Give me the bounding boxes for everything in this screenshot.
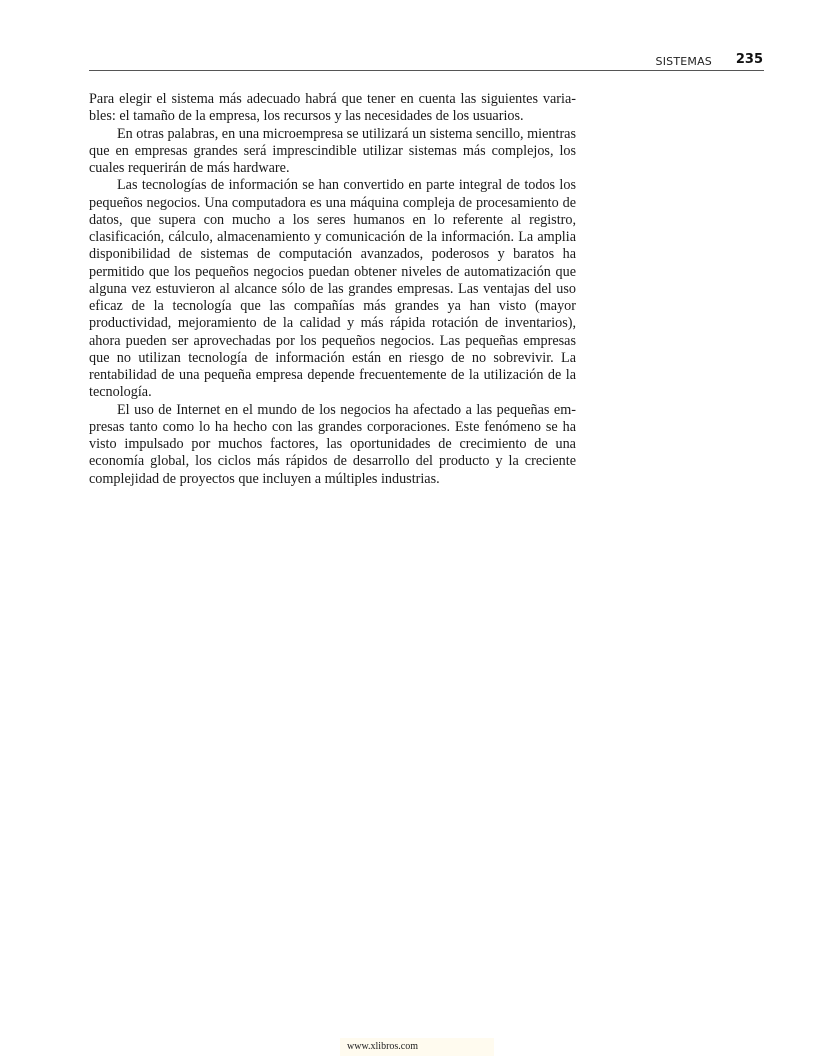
watermark-text: www.xlibros.com <box>347 1041 419 1052</box>
paragraph-1: Para elegir el sistema más adecuado habrá que tener en cuenta las siguientes variables: el tamaño de la empresa, los recursos y las necesidades de los usuarios. <box>89 91 576 125</box>
running-header <box>89 52 764 71</box>
paragraph-3: Las tecnologías de información se han convertido en parte integral de todos los pequeños negocios. Una computadora es una máquina compleja de procesamiento de datos, que supera con mucho a los seres humanos en lo referente al registro, clasificación, cálculo, almacenamiento y comunicación de la información. La amplia disponibilidad de sistemas de computación avanzados, poderosos y baratos ha permitido que los pequeños negocios puedan obtener niveles de automatización que alguna vez estuvieron al alcance sólo de las grandes empresas. Las ventajas del uso eficaz de la tecnología que las compañías más grandes ya han visto (mayor productividad, mejoramiento de la calidad y más rápida rotación de inventarios), ahora pueden ser aprovechadas por los pequeños negocios. Las pequeñas empresas que no utilizan tecnología de información están en riesgo de no sobrevivir. La rentabilidad de una pequeña empresa depende frecuentemente de la utilización de la tecnología. <box>89 177 576 401</box>
footer-watermark <box>340 1038 494 1056</box>
page-number: 235 <box>735 52 763 67</box>
section-title: SISTEMAS <box>655 55 712 68</box>
paragraph-2: En otras palabras, en una microempresa se utilizará un sistema sencillo, mientras que en empresas grandes será imprescindible utilizar sistemas más complejos, los cuales requerirán de más hardware. <box>89 125 576 176</box>
paragraph-4: El uso de Internet en el mundo de los negocios ha afectado a las pequeñas empresas tanto como lo ha hecho con las grandes corporaciones. Este fenómeno se ha visto impulsado por muchos factores, las oportunidades de crecimiento de una economía global, los ciclos más rápidos de desarrollo del producto y la creciente complejidad de proyectos que incluyen a múltiples industrias. <box>89 401 576 487</box>
body-text <box>89 91 576 488</box>
